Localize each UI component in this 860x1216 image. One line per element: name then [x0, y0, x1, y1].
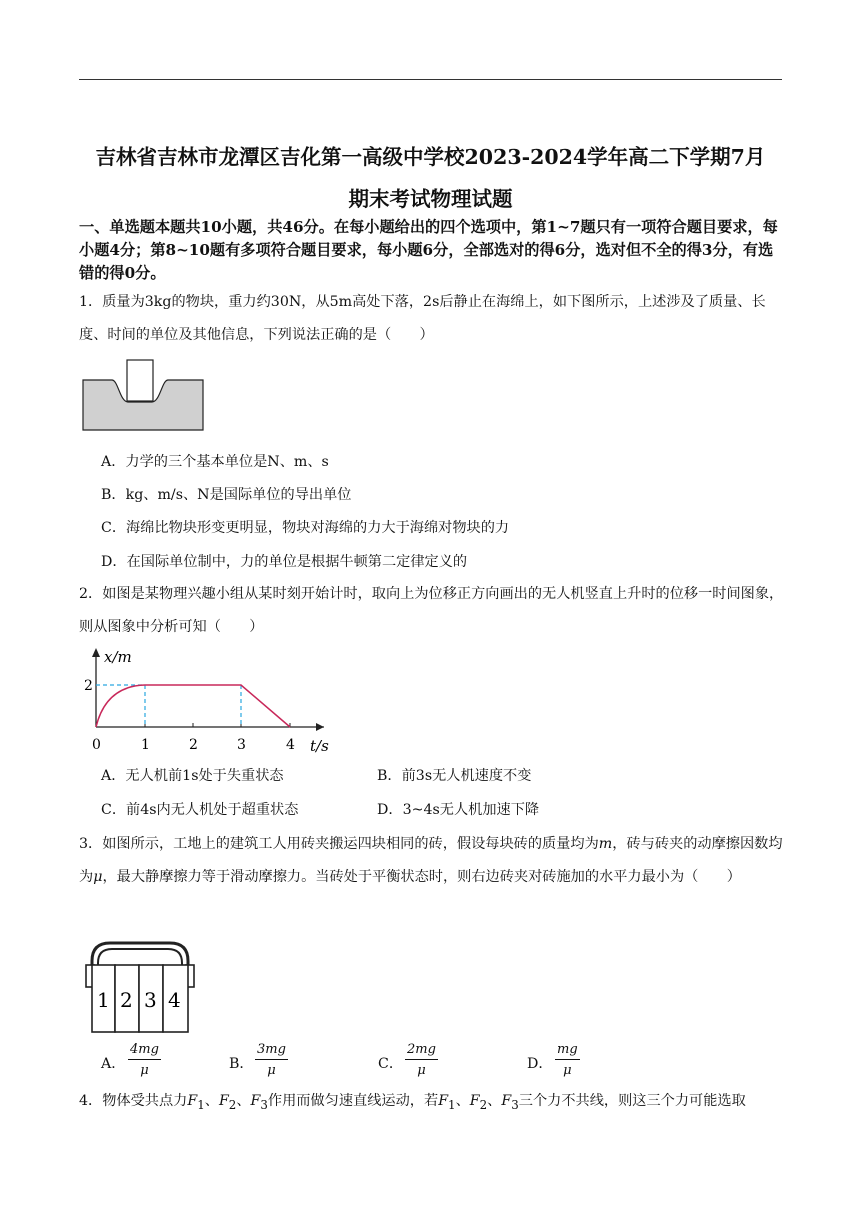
x-axis-label: t/s — [310, 737, 329, 755]
page-title-line2: 期末考试物理试题 — [348, 187, 513, 211]
x-tick-label: 2 — [189, 737, 198, 753]
q3-option-b-fraction[interactable] — [255, 1042, 288, 1078]
q2-option-d[interactable]: D．3~4s无人机加速下降 — [377, 802, 540, 818]
question-3-stem: 3．如图所示，工地上的建筑工人用砖夹搬运四块相同的砖，假设每块砖的质量均为m，砖与砖夹的动摩擦因数均为μ，最大静摩擦力等于滑动摩擦力。当砖处于平衡状态时，则右边砖夹对砖施加的水平力最小为（ ） — [79, 836, 783, 885]
fraction-denominator: μ — [267, 1063, 276, 1078]
q3-option-b-letter[interactable]: B． — [229, 1056, 254, 1072]
page-title-line1: 吉林省吉林市龙潭区吉化第一高级中学校2023-2024学年高二下学期7月 — [95, 145, 766, 169]
q1-option-a[interactable]: A．力学的三个基本单位是N、m、s — [101, 454, 329, 470]
q3-option-c-fraction[interactable] — [405, 1042, 438, 1078]
question-2-stem: 2．如图是某物理兴趣小组从某时刻开始计时，取向上为位移正方向画出的无人机竖直上升时的位移一时间图象，则从图象中分析可知（ ） — [79, 586, 784, 635]
fraction-denominator: μ — [140, 1063, 149, 1078]
x-tick-label: 4 — [286, 737, 295, 753]
q2-option-b[interactable]: B．前3s无人机速度不变 — [377, 768, 532, 784]
fraction-denominator: μ — [417, 1063, 426, 1078]
question-4-stem: 4．物体受共点力$F_1$、$F_2$、$F_3$作用而做匀速直线运动，若$F_1$、$F_2$、$F_3$三个力不共线，则这三个力可能选取 — [79, 1093, 746, 1112]
brick-label: 3 — [144, 988, 157, 1012]
q3-option-a-fraction[interactable] — [128, 1042, 161, 1078]
brick-label: 4 — [168, 988, 181, 1012]
y-tick-label: 2 — [84, 678, 93, 694]
header-rule — [79, 79, 782, 80]
fraction-numerator: 3mg — [255, 1042, 288, 1060]
origin-label: 0 — [92, 737, 101, 753]
q3-option-d-fraction[interactable] — [555, 1042, 580, 1078]
q2-option-a[interactable]: A．无人机前1s处于失重状态 — [101, 768, 284, 784]
section-instructions: 一、单选题本题共10小题，共46分。在每小题给出的四个选项中，第1~7题只有一项符合题目要求，每小题4分；第8~10题有多项符合题目要求，每小题6分，全部选对的得6分，选对但不全的得3分，有选错的得0分。 — [79, 218, 778, 282]
fraction-numerator: 2mg — [405, 1042, 438, 1060]
q3-option-a-letter[interactable]: A． — [101, 1056, 126, 1072]
fraction-denominator: μ — [563, 1063, 572, 1078]
displacement-curve — [96, 685, 290, 727]
q1-option-b[interactable]: B．kg、m/s、N是国际单位的导出单位 — [101, 487, 352, 503]
q3-option-c-letter[interactable]: C． — [378, 1056, 404, 1072]
fraction-numerator: 4mg — [128, 1042, 161, 1060]
q1-option-d[interactable]: D．在国际单位制中，力的单位是根据牛顿第二定律定义的 — [101, 554, 468, 570]
x-tick-label: 1 — [141, 737, 150, 753]
brick-label: 2 — [120, 988, 133, 1012]
y-axis-label: x/m — [104, 648, 132, 666]
x-tick-label: 3 — [237, 737, 246, 753]
sponge-block-figure — [82, 358, 206, 432]
brick-label: 1 — [97, 988, 110, 1012]
question-1-stem: 1．质量为3kg的物块，重力约30N，从5m高处下落，2s后静止在海绵上，如下图所示，上述涉及了质量、长度、时间的单位及其他信息，下列说法正确的是（ ） — [79, 294, 766, 343]
q1-option-c[interactable]: C．海绵比物块形变更明显，物块对海绵的力大于海绵对物块的力 — [101, 520, 510, 536]
q3-option-d-letter[interactable]: D． — [527, 1056, 553, 1072]
fraction-numerator: mg — [555, 1042, 580, 1060]
brick-clamp-figure — [84, 935, 196, 1035]
displacement-time-graph — [84, 646, 334, 756]
q2-option-c[interactable]: C．前4s内无人机处于超重状态 — [101, 802, 299, 818]
